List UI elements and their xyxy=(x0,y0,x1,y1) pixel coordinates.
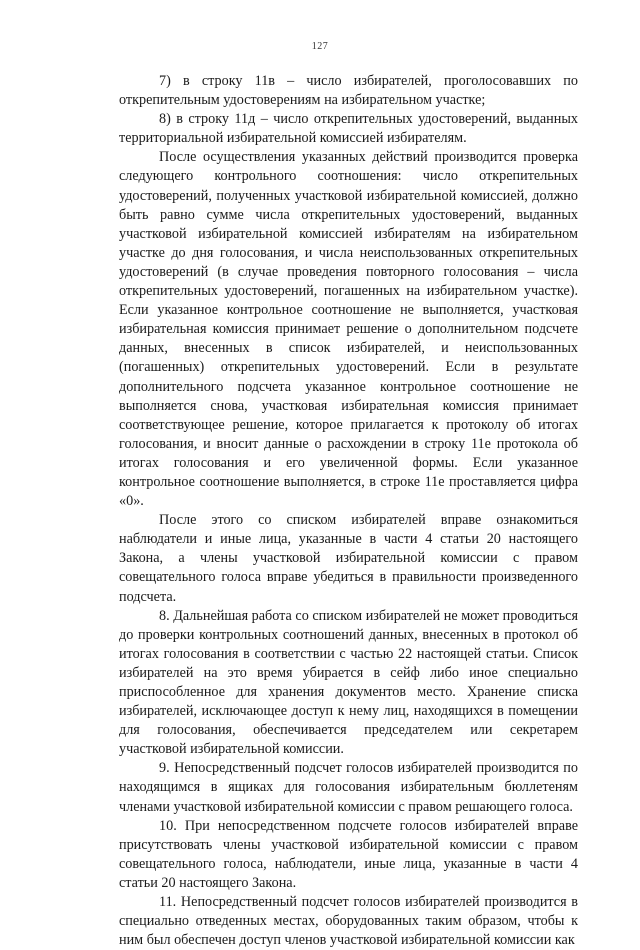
page-number: 127 xyxy=(311,41,329,52)
document-body xyxy=(119,72,578,950)
paragraph-section-9: 9. Непосредственный подсчет голосов избирателей производится по находящимся в ящиках для голосования избирательным бюллетеням членами участковой избирательной комиссии с правом решающего голоса. xyxy=(119,760,578,815)
paragraph-section-8: 8. Дальнейшая работа со списком избирателей не может проводиться до проверки контрольных соотношений данных, внесенных в протокол об итогах голосования в соответствии с частью 22 настоящей статьи. Список избирателей на это время убирается в сейф либо иное специально приспособленное для хранения документов место. Хранение списка избирателей, исключающее доступ к нему лиц, находящихся в помещении для голосования, обеспечивается председателем или секретарем участковой избирательной комиссии. xyxy=(119,607,578,758)
paragraph-item-7: 7) в строку 11в – число избирателей, проголосовавших по открепительным удостоверениям на избирательном участке; xyxy=(119,73,578,109)
paragraph-section-11: 11. Непосредственный подсчет голосов избирателей производится в специально отведенных местах, оборудованных таким образом, чтобы к ним был обеспечен доступ членов участковой избирательной комиссии как xyxy=(119,894,578,949)
paragraph-observers: После этого со списком избирателей вправе ознакомиться наблюдатели и иные лица, указанные в части 4 статьи 20 настоящего Закона, а члены участковой избирательной комиссии с правом совещательного голоса вправе убедиться в правильности произведенного подсчета. xyxy=(119,512,578,605)
paragraph-item-8: 8) в строку 11д – число открепительных удостоверений, выданных территориальной избирательной комиссией избирателям. xyxy=(119,111,578,147)
paragraph-section-10: 10. При непосредственном подсчете голосов избирателей вправе присутствовать члены участковой избирательной комиссии с правом совещательного голоса, наблюдатели, иные лица, указанные в части 4 статьи 20 настоящего Закона. xyxy=(119,817,578,891)
paragraph-control-ratio: После осуществления указанных действий производится проверка следующего контрольного соотношения: число открепительных удостоверений, полученных участковой избирательной комиссией, должно быть равно сумме числа открепительных удостоверений, выданных участковой избирательной комиссией избирателям на избирательном участке до дня голосования, и числа неиспользованных открепительных удостоверений (в случае проведения повторного голосования – числа открепительных удостоверений, погашенных на избирательном участке). Если указанное контрольное соотношение не выполняется, участковая избирательная комиссия принимает решение о дополнительном подсчете данных, внесенных в список избирателей, и неиспользованных (погашенных) открепительных удостоверений. Если в результате дополнительного подсчета указанное контрольное соотношение не выполняется снова, участковая избирательная комиссия принимает соответствующее решение, которое прилагается к протоколу об итогах голосования, и вносит данные о расхождении в строку 11е протокола об итогах голосования и его увеличенной формы. Если указанное контрольное соотношение выполняется, в строке 11е проставляется цифра «0». xyxy=(119,149,578,510)
